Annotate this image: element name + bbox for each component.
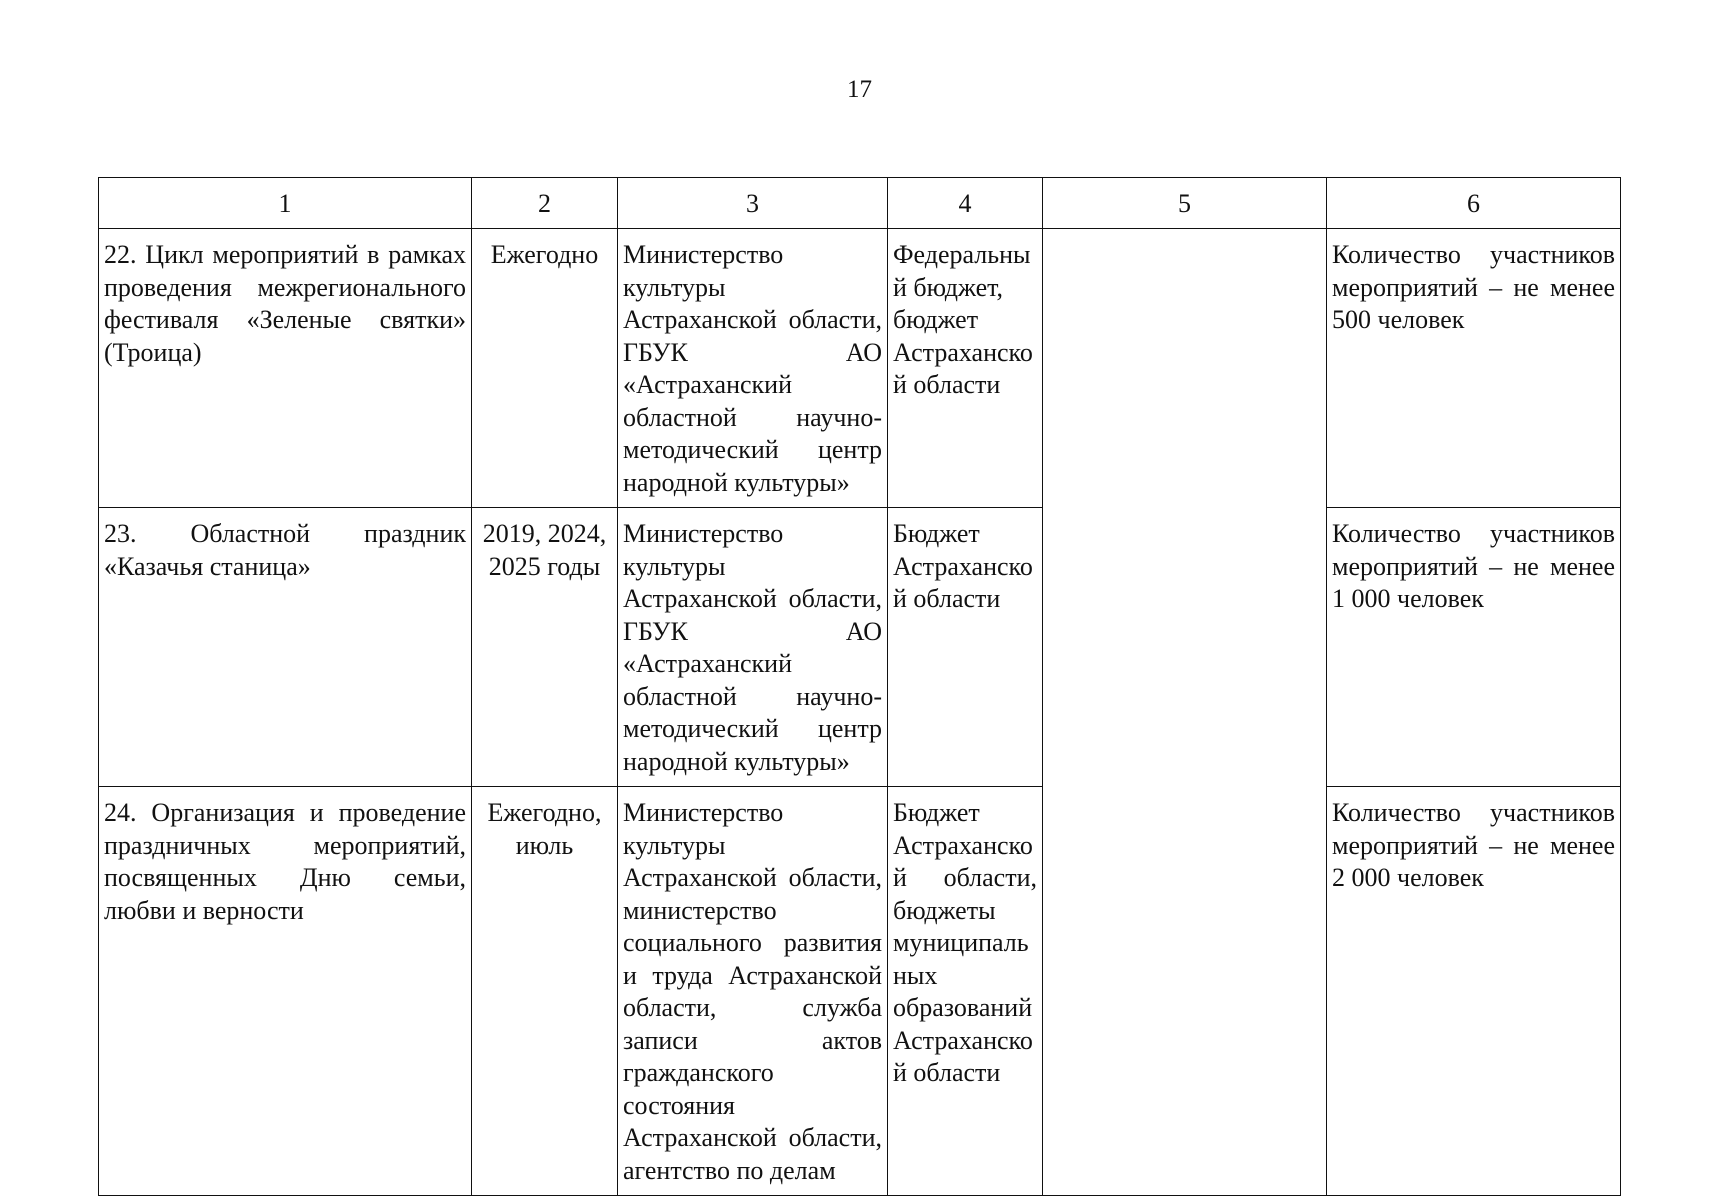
page-number: 17 (847, 76, 872, 103)
funding-source-cell: Федеральный бюджет, бюджет Астраханской области (888, 229, 1043, 508)
indicator-cell: Количество участников мероприятий – не менее 1 000 человек (1327, 508, 1621, 787)
column-header-6: 6 (1327, 178, 1621, 229)
period-cell: 2019, 2024, 2025 годы (472, 508, 618, 787)
column-header-4: 4 (888, 178, 1043, 229)
indicator-cell: Количество участников мероприятий – не менее 2 000 человек (1327, 787, 1621, 1196)
funding-source-cell: Бюджет Астраханской области, бюджеты муниципальных образований Астраханской области (888, 787, 1043, 1196)
event-name-cell: 24. Организация и проведение праздничных мероприятий, посвященных Дню семьи, любви и верности (99, 787, 472, 1196)
column-header-1: 1 (99, 178, 472, 229)
column-header-5: 5 (1043, 178, 1327, 229)
executors-cell: Министерство культуры Астраханской области, министерство социального развития и труда Астраханской области, служба записи актов гражданского состояния Астраханской области, агентство по делам (618, 787, 888, 1196)
executors-cell: Министерство культуры Астраханской области, ГБУК АО «Астраханский областной научно-методический центр народной культуры» (618, 508, 888, 787)
event-name-cell: 23. Областной праздник «Казачья станица» (99, 508, 472, 787)
column-header-2: 2 (472, 178, 618, 229)
column-5-cell (1043, 229, 1327, 1196)
period-cell: Ежегодно, июль (472, 787, 618, 1196)
executors-cell: Министерство культуры Астраханской области, ГБУК АО «Астраханский областной научно-методический центр народной культуры» (618, 229, 888, 508)
indicator-cell: Количество участников мероприятий – не менее 500 человек (1327, 229, 1621, 508)
event-name-cell: 22. Цикл мероприятий в рамках проведения межрегионального фестиваля «Зеленые святки» (Троица) (99, 229, 472, 508)
table-row (99, 229, 1621, 508)
table-header-row (99, 178, 1621, 229)
table-row (99, 787, 1621, 1196)
funding-source-cell: Бюджет Астраханской области (888, 508, 1043, 787)
plan-table (98, 177, 1621, 1196)
column-header-3: 3 (618, 178, 888, 229)
table-row (99, 508, 1621, 787)
period-cell: Ежегодно (472, 229, 618, 508)
